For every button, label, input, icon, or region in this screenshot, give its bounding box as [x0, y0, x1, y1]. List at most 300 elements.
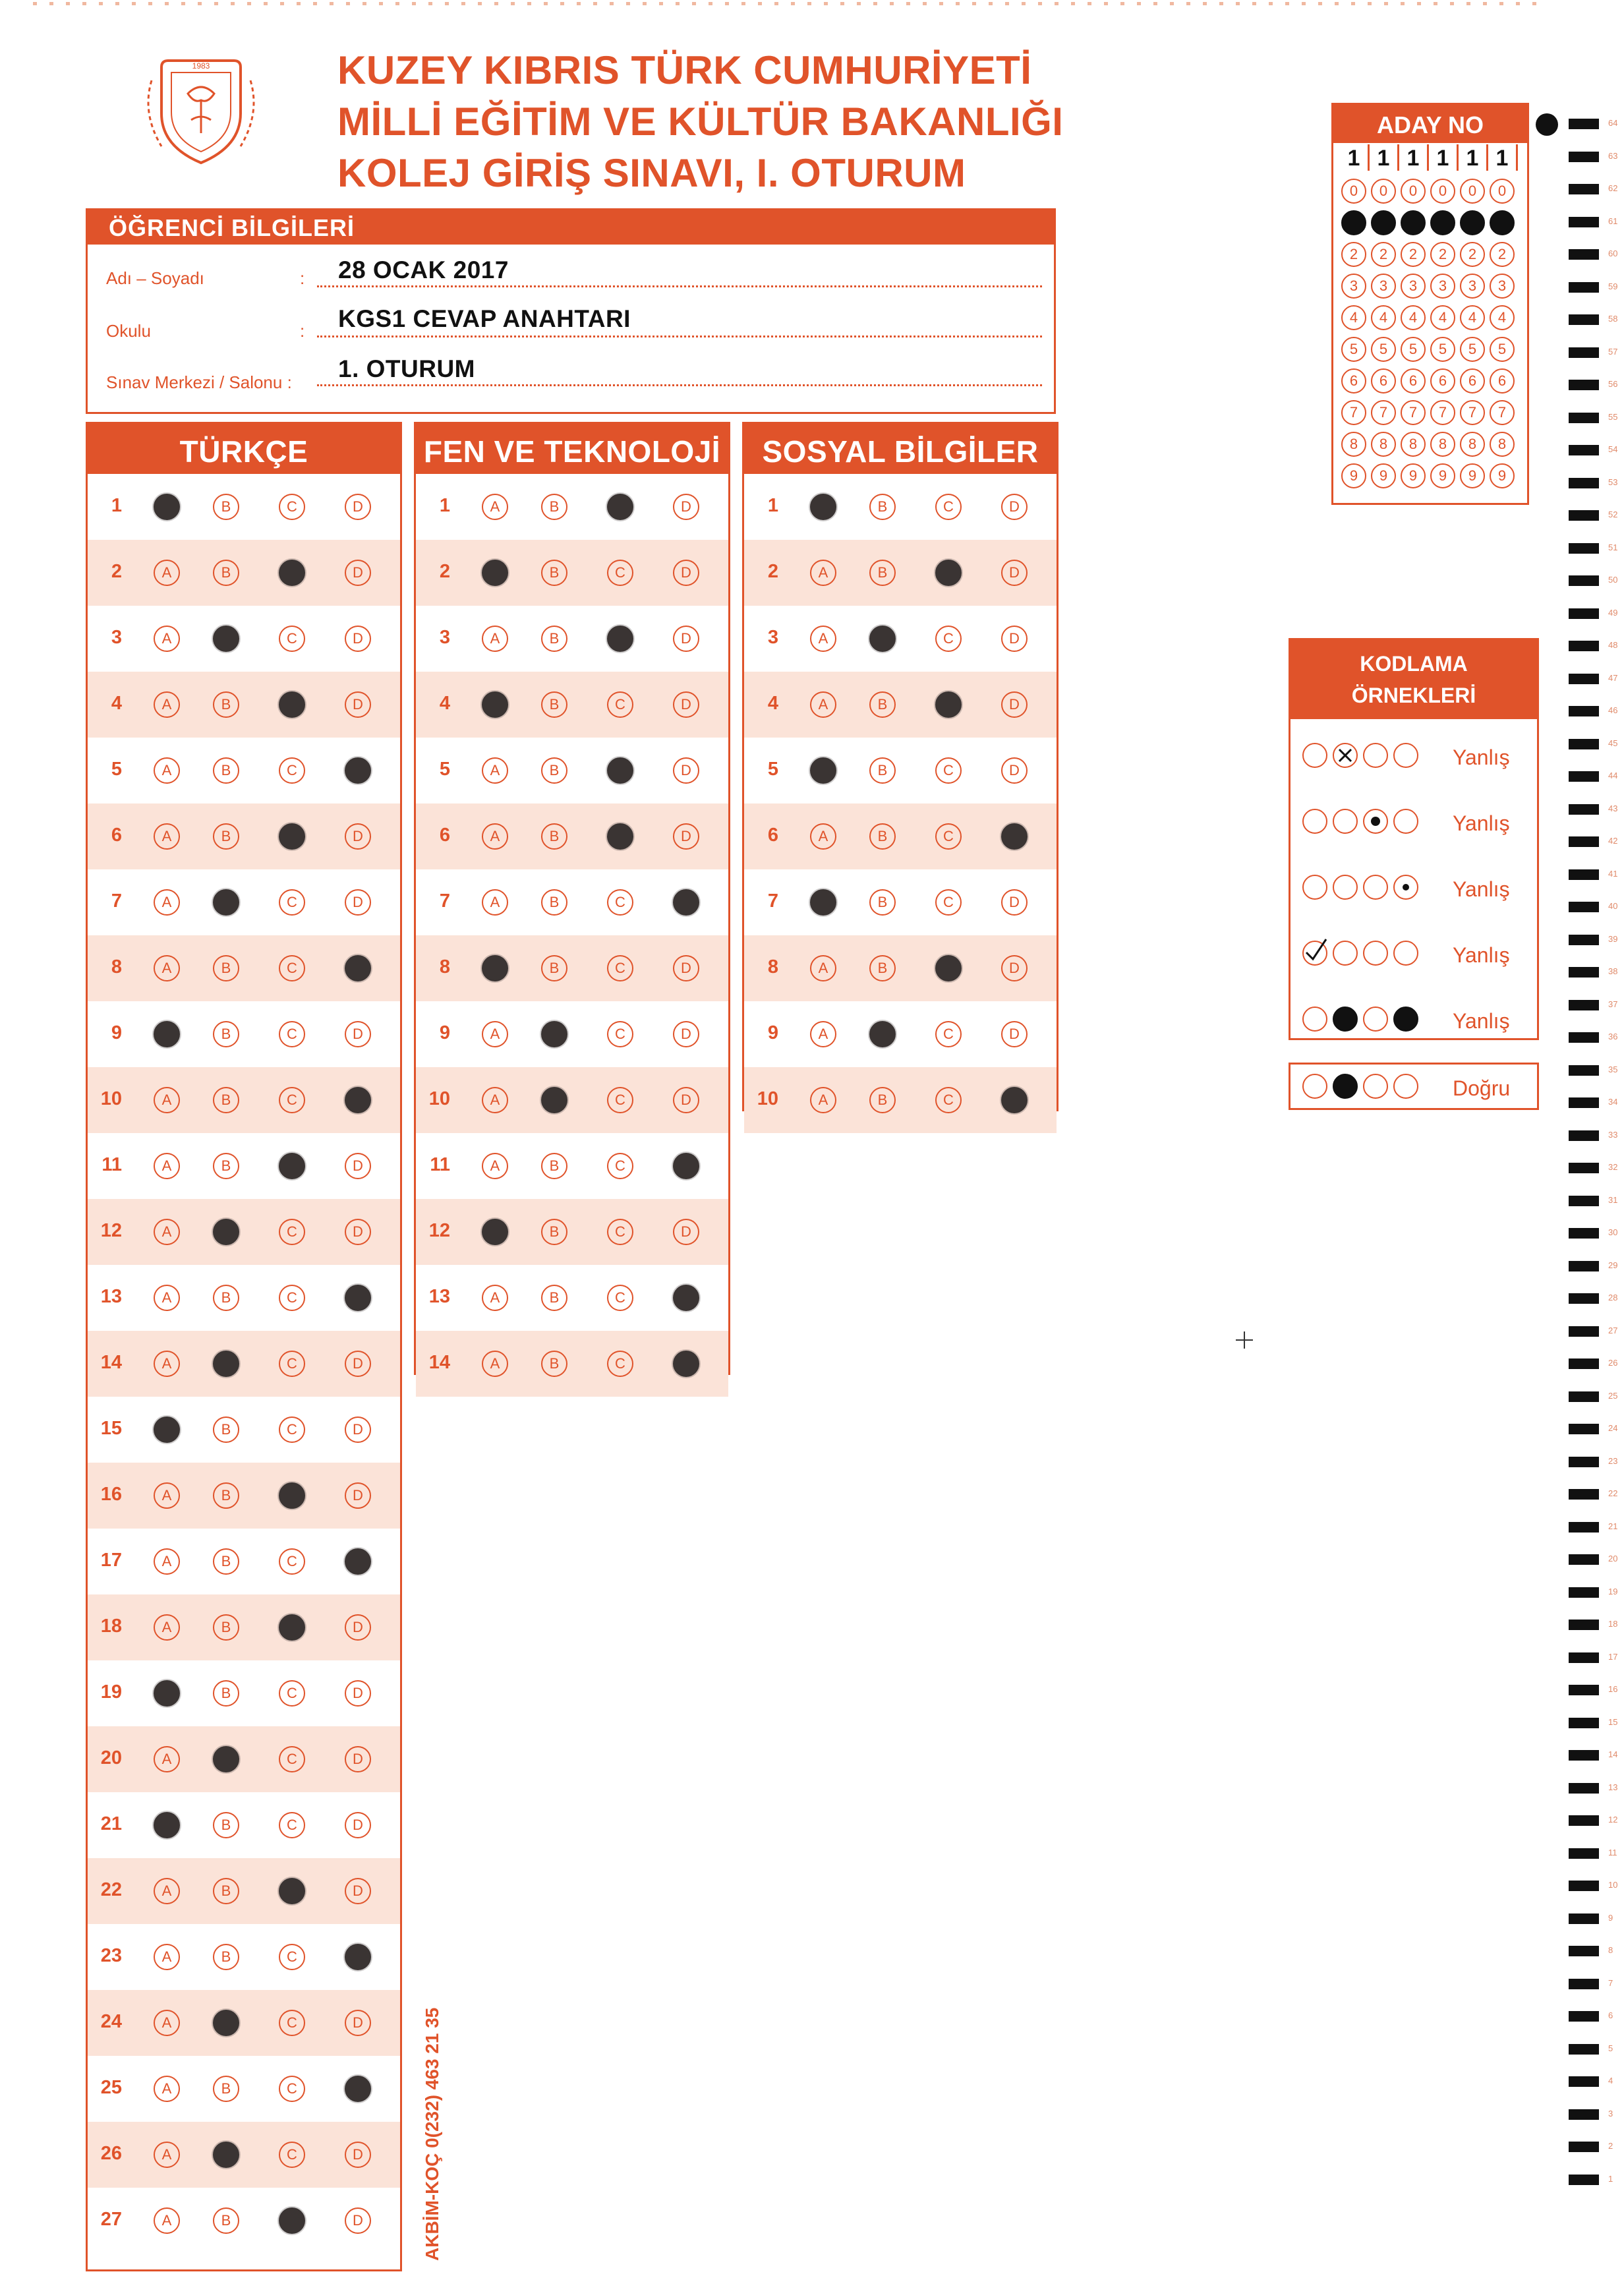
answer-bubble-d[interactable]: D	[673, 626, 699, 652]
answer-bubble-d[interactable]: D	[345, 1219, 371, 1245]
answer-bubble-c[interactable]: C	[607, 955, 633, 981]
answer-bubble-d[interactable]	[1001, 1087, 1028, 1113]
timing-mark	[1569, 445, 1599, 455]
answer-bubble-a[interactable]: A	[482, 1351, 508, 1377]
aday-bubble[interactable]: 5	[1490, 337, 1515, 362]
scale-tick	[115, 2, 119, 5]
answer-bubble-d[interactable]: D	[345, 889, 371, 916]
answer-bubble-a[interactable]: A	[482, 626, 508, 652]
aday-bubble[interactable]	[1490, 210, 1515, 235]
answer-bubble-d[interactable]: D	[345, 823, 371, 850]
answer-bubble-c[interactable]	[279, 691, 305, 718]
answer-bubble-d[interactable]: D	[345, 1878, 371, 1904]
answer-bubble-a[interactable]: A	[154, 560, 180, 586]
answer-bubble-b[interactable]: B	[869, 823, 896, 850]
question-row	[416, 1199, 728, 1265]
answer-bubble-b[interactable]: B	[869, 955, 896, 981]
scale-tick	[165, 2, 169, 5]
answer-bubble-d[interactable]: D	[345, 691, 371, 718]
aday-bubble[interactable]: 8	[1490, 432, 1515, 457]
aday-bubble[interactable]: 7	[1341, 400, 1366, 425]
answer-bubble-a[interactable]: A	[154, 1614, 180, 1641]
aday-bubble[interactable]: 2	[1341, 242, 1366, 267]
timing-mark	[1569, 641, 1599, 651]
answer-bubble-b[interactable]: B	[213, 1285, 239, 1311]
question-number: 17	[100, 1550, 122, 1571]
answer-bubble-d[interactable]: D	[1001, 560, 1028, 586]
answer-bubble-c[interactable]: C	[607, 1153, 633, 1179]
answer-bubble-b[interactable]: B	[869, 1087, 896, 1113]
answer-bubble-d[interactable]: D	[345, 626, 371, 652]
timing-number: 30	[1608, 1227, 1618, 1237]
scale-tick	[544, 2, 548, 5]
answer-bubble-c[interactable]: C	[279, 1812, 305, 1838]
answer-bubble-d[interactable]: D	[345, 1680, 371, 1707]
answer-bubble-c[interactable]: C	[935, 626, 962, 652]
answer-bubble-a[interactable]: A	[154, 1548, 180, 1575]
answer-bubble-b[interactable]: B	[213, 691, 239, 718]
answer-bubble-a[interactable]: A	[154, 2076, 180, 2102]
answer-bubble-b[interactable]: B	[213, 757, 239, 784]
answer-bubble-c[interactable]	[279, 1614, 305, 1641]
aday-bubble[interactable]: 5	[1460, 337, 1485, 362]
answer-bubble-c[interactable]: C	[279, 757, 305, 784]
answer-bubble-a[interactable]	[154, 1021, 180, 1047]
answer-bubble-b[interactable]: B	[213, 1087, 239, 1113]
header-title-3: KOLEJ GİRİŞ SINAVI, I. OTURUM	[337, 151, 966, 195]
answer-bubble-d[interactable]: D	[673, 955, 699, 981]
answer-bubble-b[interactable]: B	[541, 823, 567, 850]
answer-bubble-a[interactable]: A	[482, 1021, 508, 1047]
answer-bubble-a[interactable]: A	[154, 1285, 180, 1311]
answer-bubble-a[interactable]: A	[154, 1351, 180, 1377]
scale-tick	[395, 2, 399, 5]
question-row	[416, 606, 728, 672]
aday-bubble[interactable]: 0	[1371, 179, 1396, 204]
aday-bubble[interactable]: 3	[1430, 274, 1455, 299]
answer-bubble-a[interactable]	[154, 494, 180, 520]
answer-bubble-b[interactable]	[541, 1021, 567, 1047]
aday-bubble[interactable]: 0	[1490, 179, 1515, 204]
scale-tick	[1203, 2, 1207, 5]
answer-bubble-d[interactable]: D	[673, 691, 699, 718]
answer-bubble-a[interactable]: A	[154, 955, 180, 981]
timing-mark	[1569, 967, 1599, 978]
name-value[interactable]: 28 OCAK 2017	[338, 256, 509, 283]
answer-bubble-d[interactable]: D	[345, 1614, 371, 1641]
answer-bubble-a[interactable]: A	[154, 1944, 180, 1970]
answer-bubble-c[interactable]	[279, 560, 305, 586]
aday-bubble[interactable]: 9	[1490, 463, 1515, 488]
aday-bubble[interactable]: 6	[1490, 368, 1515, 394]
answer-bubble-a[interactable]: A	[154, 1878, 180, 1904]
answer-bubble-c[interactable]: C	[279, 1944, 305, 1970]
aday-bubble[interactable]: 0	[1460, 179, 1485, 204]
answer-bubble-c[interactable]: C	[607, 1021, 633, 1047]
center-value[interactable]: 1. OTURUM	[338, 355, 475, 382]
aday-bubble[interactable]: 2	[1401, 242, 1426, 267]
answer-bubble-d[interactable]: D	[673, 494, 699, 520]
aday-bubble[interactable]: 3	[1371, 274, 1396, 299]
answer-bubble-a[interactable]: A	[154, 1219, 180, 1245]
printer-credit: AKBİM-KOÇ 0(232) 463 21 35	[422, 2007, 442, 2261]
aday-bubble[interactable]: 4	[1341, 305, 1366, 330]
aday-bubble[interactable]	[1460, 210, 1485, 235]
aday-bubble[interactable]: 7	[1460, 400, 1485, 425]
answer-bubble-c[interactable]: C	[935, 757, 962, 784]
answer-bubble-d[interactable]: D	[345, 560, 371, 586]
answer-bubble-c[interactable]: C	[279, 2142, 305, 2168]
answer-bubble-b[interactable]: B	[869, 560, 896, 586]
aday-bubble[interactable]: 5	[1401, 337, 1426, 362]
answer-bubble-a[interactable]: A	[482, 1285, 508, 1311]
answer-bubble-b[interactable]: B	[213, 1878, 239, 1904]
aday-bubble[interactable]: 5	[1371, 337, 1396, 362]
answer-bubble-d[interactable]: D	[345, 2207, 371, 2234]
answer-bubble-b[interactable]	[213, 2142, 239, 2168]
aday-bubble[interactable]: 3	[1460, 274, 1485, 299]
aday-bubble[interactable]: 6	[1371, 368, 1396, 394]
answer-bubble-d[interactable]	[1001, 823, 1028, 850]
answer-bubble-d[interactable]: D	[1001, 889, 1028, 916]
answer-bubble-a[interactable]	[810, 889, 836, 916]
answer-bubble-c[interactable]	[607, 823, 633, 850]
aday-bubble[interactable]: 2	[1430, 242, 1455, 267]
answer-bubble-d[interactable]: D	[673, 1021, 699, 1047]
answer-bubble-a[interactable]	[482, 955, 508, 981]
aday-bubble[interactable]: 5	[1430, 337, 1455, 362]
answer-bubble-d[interactable]	[345, 1944, 371, 1970]
aday-bubble[interactable]	[1401, 210, 1426, 235]
answer-bubble-c[interactable]	[279, 1153, 305, 1179]
answer-bubble-c[interactable]: C	[279, 889, 305, 916]
aday-digit[interactable]: 1	[1488, 144, 1518, 171]
answer-bubble-b[interactable]: B	[213, 2207, 239, 2234]
aday-bubble[interactable]: 2	[1460, 242, 1485, 267]
question-row	[88, 1660, 400, 1726]
answer-bubble-c[interactable]	[607, 494, 633, 520]
answer-bubble-a[interactable]: A	[154, 823, 180, 850]
answer-bubble-d[interactable]: D	[345, 1153, 371, 1179]
answer-bubble-c[interactable]: C	[607, 889, 633, 916]
answer-bubble-c[interactable]	[935, 955, 962, 981]
answer-bubble-b[interactable]: B	[213, 1944, 239, 1970]
answer-bubble-c[interactable]: C	[607, 560, 633, 586]
answer-bubble-c[interactable]: C	[935, 494, 962, 520]
answer-bubble-a[interactable]	[810, 494, 836, 520]
answer-bubble-b[interactable]	[869, 626, 896, 652]
answer-bubble-c[interactable]	[607, 626, 633, 652]
answer-bubble-d[interactable]	[345, 757, 371, 784]
answer-bubble-c[interactable]: C	[279, 1021, 305, 1047]
aday-bubble[interactable]: 7	[1430, 400, 1455, 425]
answer-bubble-a[interactable]	[154, 1416, 180, 1443]
answer-bubble-d[interactable]: D	[1001, 1021, 1028, 1047]
answer-bubble-b[interactable]: B	[869, 757, 896, 784]
answer-bubble-a[interactable]: A	[810, 823, 836, 850]
answer-bubble-c[interactable]	[279, 823, 305, 850]
answer-bubble-a[interactable]: A	[482, 494, 508, 520]
answer-bubble-d[interactable]: D	[345, 1482, 371, 1509]
aday-bubble[interactable]: 0	[1341, 179, 1366, 204]
answer-bubble-b[interactable]: B	[541, 1285, 567, 1311]
answer-bubble-d[interactable]: D	[345, 494, 371, 520]
aday-bubble[interactable]: 6	[1430, 368, 1455, 394]
aday-bubble[interactable]	[1341, 210, 1366, 235]
answer-bubble-b[interactable]	[869, 1021, 896, 1047]
answer-bubble-c[interactable]: C	[279, 1087, 305, 1113]
answer-bubble-a[interactable]: A	[154, 626, 180, 652]
answer-bubble-c[interactable]: C	[607, 1087, 633, 1113]
answer-bubble-d[interactable]	[345, 1548, 371, 1575]
answer-bubble-c[interactable]: C	[279, 1285, 305, 1311]
answer-bubble-d[interactable]: D	[345, 1812, 371, 1838]
scale-tick	[247, 2, 251, 5]
answer-bubble-c[interactable]: C	[279, 494, 305, 520]
answer-bubble-c[interactable]: C	[935, 889, 962, 916]
answer-bubble-d[interactable]	[345, 955, 371, 981]
answer-bubble-b[interactable]: B	[541, 1219, 567, 1245]
answer-bubble-b[interactable]: B	[213, 494, 239, 520]
answer-bubble-a[interactable]: A	[154, 1153, 180, 1179]
answer-bubble-c[interactable]: C	[279, 1219, 305, 1245]
answer-bubble-d[interactable]: D	[1001, 955, 1028, 981]
answer-bubble-a[interactable]: A	[810, 955, 836, 981]
answer-bubble-b[interactable]: B	[541, 626, 567, 652]
answer-bubble-b[interactable]	[213, 2010, 239, 2036]
answer-bubble-a[interactable]: A	[482, 1087, 508, 1113]
answer-bubble-c[interactable]: C	[279, 1351, 305, 1377]
question-number: 8	[439, 956, 450, 978]
answer-bubble-d[interactable]: D	[673, 757, 699, 784]
answer-bubble-a[interactable]: A	[810, 560, 836, 586]
answer-bubble-c[interactable]	[279, 1878, 305, 1904]
aday-bubble[interactable]: 6	[1341, 368, 1366, 394]
answer-bubble-c[interactable]: C	[279, 2010, 305, 2036]
answer-bubble-c[interactable]	[607, 757, 633, 784]
answer-bubble-b[interactable]: B	[213, 1153, 239, 1179]
aday-bubble[interactable]: 9	[1341, 463, 1366, 488]
timing-mark	[1569, 1587, 1599, 1598]
answer-bubble-c[interactable]: C	[607, 691, 633, 718]
answer-bubble-b[interactable]	[213, 1351, 239, 1377]
aday-bubble[interactable]: 4	[1460, 305, 1485, 330]
scale-tick	[527, 2, 531, 5]
aday-bubble[interactable]: 0	[1401, 179, 1426, 204]
answer-bubble-c[interactable]: C	[607, 1219, 633, 1245]
answer-bubble-c[interactable]: C	[279, 1548, 305, 1575]
answer-bubble-a[interactable]: A	[154, 2142, 180, 2168]
aday-bubble[interactable]: 4	[1430, 305, 1455, 330]
timing-mark	[1569, 1424, 1599, 1434]
answer-bubble-b[interactable]	[213, 889, 239, 916]
answer-bubble-c[interactable]: C	[935, 823, 962, 850]
aday-bubble[interactable]	[1371, 210, 1396, 235]
answer-bubble-c[interactable]: C	[279, 2076, 305, 2102]
answer-bubble-b[interactable]: B	[213, 1680, 239, 1707]
question-number: 10	[757, 1088, 778, 1109]
aday-digit[interactable]: 1	[1429, 144, 1459, 171]
answer-bubble-b[interactable]: B	[541, 889, 567, 916]
answer-bubble-a[interactable]: A	[482, 889, 508, 916]
answer-bubble-a[interactable]: A	[154, 691, 180, 718]
aday-digit[interactable]: 1	[1459, 144, 1488, 171]
answer-bubble-d[interactable]	[345, 1087, 371, 1113]
question-number: 6	[439, 825, 450, 846]
aday-bubble[interactable]: 2	[1371, 242, 1396, 267]
aday-bubble[interactable]: 9	[1430, 463, 1455, 488]
answer-bubble-a[interactable]: A	[810, 691, 836, 718]
aday-bubble[interactable]	[1430, 210, 1455, 235]
answer-bubble-d[interactable]: D	[1001, 691, 1028, 718]
answer-bubble-b[interactable]: B	[213, 560, 239, 586]
answer-bubble-b[interactable]: B	[541, 494, 567, 520]
answer-bubble-a[interactable]	[154, 1812, 180, 1838]
question-row	[416, 1133, 728, 1199]
answer-bubble-b[interactable]: B	[213, 1416, 239, 1443]
aday-bubble[interactable]: 8	[1371, 432, 1396, 457]
answer-bubble-a[interactable]	[482, 691, 508, 718]
answer-bubble-b[interactable]: B	[213, 1812, 239, 1838]
answer-bubble-d[interactable]: D	[1001, 494, 1028, 520]
answer-bubble-c[interactable]: C	[279, 626, 305, 652]
answer-bubble-a[interactable]	[482, 560, 508, 586]
aday-bubble[interactable]: 7	[1401, 400, 1426, 425]
answer-bubble-d[interactable]	[673, 889, 699, 916]
answer-bubble-d[interactable]: D	[673, 823, 699, 850]
answer-bubble-a[interactable]: A	[482, 823, 508, 850]
answer-bubble-a[interactable]: A	[810, 626, 836, 652]
aday-bubble[interactable]: 8	[1401, 432, 1426, 457]
answer-bubble-d[interactable]	[345, 2076, 371, 2102]
answer-bubble-b[interactable]: B	[869, 889, 896, 916]
answer-bubble-a[interactable]: A	[154, 1482, 180, 1509]
answer-bubble-a[interactable]: A	[154, 757, 180, 784]
answer-bubble-c[interactable]: C	[279, 1416, 305, 1443]
answer-bubble-d[interactable]: D	[345, 2010, 371, 2036]
answer-bubble-d[interactable]: D	[673, 560, 699, 586]
answer-bubble-b[interactable]: B	[213, 2076, 239, 2102]
aday-bubble[interactable]: 8	[1341, 432, 1366, 457]
answer-bubble-d[interactable]: D	[345, 1746, 371, 1772]
answer-bubble-d[interactable]: D	[345, 1416, 371, 1443]
question-number: 14	[100, 1352, 122, 1373]
answer-bubble-c[interactable]: C	[607, 1285, 633, 1311]
answer-bubble-b[interactable]: B	[213, 1021, 239, 1047]
answer-bubble-b[interactable]: B	[541, 1153, 567, 1179]
aday-bubble[interactable]: 5	[1341, 337, 1366, 362]
answer-bubble-c[interactable]: C	[935, 1087, 962, 1113]
answer-bubble-b[interactable]: B	[541, 757, 567, 784]
answer-bubble-a[interactable]: A	[154, 1746, 180, 1772]
answer-bubble-b[interactable]	[213, 1219, 239, 1245]
answer-bubble-b[interactable]	[541, 1087, 567, 1113]
answer-bubble-d[interactable]	[345, 1285, 371, 1311]
aday-bubble[interactable]: 7	[1371, 400, 1396, 425]
aday-bubble[interactable]: 3	[1401, 274, 1426, 299]
answer-bubble-d[interactable]: D	[345, 2142, 371, 2168]
answer-bubble-b[interactable]: B	[541, 1351, 567, 1377]
answer-bubble-a[interactable]: A	[810, 1021, 836, 1047]
answer-bubble-b[interactable]: B	[213, 955, 239, 981]
answer-bubble-d[interactable]: D	[345, 1351, 371, 1377]
aday-digit[interactable]: 1	[1399, 144, 1429, 171]
example-bubble-filled	[1333, 1074, 1358, 1099]
answer-bubble-b[interactable]	[213, 1746, 239, 1772]
answer-bubble-c[interactable]: C	[279, 1746, 305, 1772]
answer-bubble-b[interactable]: B	[213, 1614, 239, 1641]
answer-bubble-a[interactable]: A	[154, 889, 180, 916]
answer-bubble-c[interactable]	[279, 1482, 305, 1509]
answer-bubble-a[interactable]: A	[810, 1087, 836, 1113]
school-value[interactable]: KGS1 CEVAP ANAHTARI	[338, 305, 631, 332]
answer-bubble-a[interactable]: A	[482, 757, 508, 784]
aday-bubble[interactable]: 8	[1430, 432, 1455, 457]
answer-bubble-d[interactable]	[673, 1285, 699, 1311]
aday-bubble[interactable]: 9	[1371, 463, 1396, 488]
aday-bubble[interactable]: 4	[1490, 305, 1515, 330]
aday-digit[interactable]: 1	[1370, 144, 1399, 171]
answer-bubble-c[interactable]	[935, 691, 962, 718]
scale-tick	[49, 2, 53, 5]
aday-bubble[interactable]: 4	[1401, 305, 1426, 330]
answer-bubble-c[interactable]	[279, 2207, 305, 2234]
answer-bubble-b[interactable]: B	[541, 691, 567, 718]
aday-bubble[interactable]: 3	[1341, 274, 1366, 299]
answer-bubble-b[interactable]: B	[541, 560, 567, 586]
answer-bubble-d[interactable]	[673, 1153, 699, 1179]
aday-bubble[interactable]: 7	[1490, 400, 1515, 425]
answer-bubble-a[interactable]: A	[154, 1087, 180, 1113]
aday-bubble[interactable]: 9	[1460, 463, 1485, 488]
answer-bubble-a[interactable]	[482, 1219, 508, 1245]
answer-bubble-b[interactable]	[213, 626, 239, 652]
answer-bubble-d[interactable]: D	[1001, 757, 1028, 784]
answer-bubble-c[interactable]: C	[935, 1021, 962, 1047]
answer-bubble-d[interactable]: D	[1001, 626, 1028, 652]
answer-bubble-c[interactable]: C	[279, 1680, 305, 1707]
answer-bubble-b[interactable]: B	[869, 691, 896, 718]
answer-bubble-a[interactable]: A	[154, 2207, 180, 2234]
answer-bubble-d[interactable]: D	[673, 1087, 699, 1113]
aday-digit[interactable]: 1	[1340, 144, 1370, 171]
answer-bubble-a[interactable]: A	[154, 2010, 180, 2036]
answer-bubble-b[interactable]: B	[213, 1548, 239, 1575]
answer-bubble-c[interactable]	[935, 560, 962, 586]
aday-bubble[interactable]: 2	[1490, 242, 1515, 267]
answer-bubble-b[interactable]: B	[541, 955, 567, 981]
answer-bubble-a[interactable]	[810, 757, 836, 784]
aday-bubble[interactable]: 9	[1401, 463, 1426, 488]
answer-bubble-a[interactable]	[154, 1680, 180, 1707]
aday-bubble[interactable]: 6	[1460, 368, 1485, 394]
answer-bubble-b[interactable]: B	[869, 494, 896, 520]
aday-bubble[interactable]: 8	[1460, 432, 1485, 457]
aday-bubble[interactable]: 0	[1430, 179, 1455, 204]
scale-tick	[1071, 2, 1075, 5]
answer-bubble-a[interactable]: A	[482, 1153, 508, 1179]
answer-bubble-d[interactable]	[673, 1351, 699, 1377]
answer-bubble-c[interactable]: C	[279, 955, 305, 981]
aday-bubble[interactable]: 6	[1401, 368, 1426, 394]
answer-bubble-d[interactable]: D	[673, 1219, 699, 1245]
answer-bubble-b[interactable]: B	[213, 1482, 239, 1509]
answer-bubble-b[interactable]: B	[213, 823, 239, 850]
answer-bubble-d[interactable]: D	[345, 1021, 371, 1047]
aday-bubble[interactable]: 3	[1490, 274, 1515, 299]
aday-bubble[interactable]: 4	[1371, 305, 1396, 330]
answer-bubble-c[interactable]: C	[607, 1351, 633, 1377]
